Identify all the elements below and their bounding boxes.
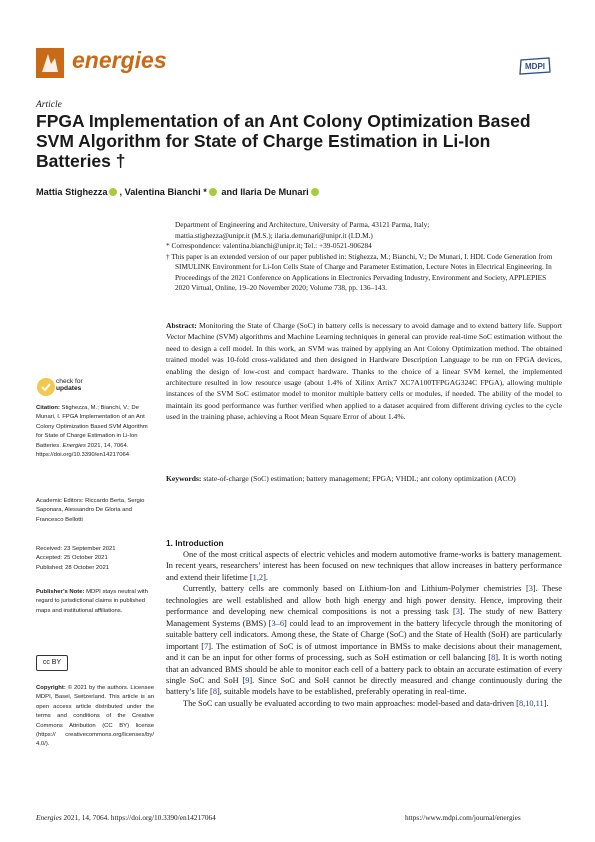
citation-link[interactable]: 8 <box>491 653 496 663</box>
citation-link[interactable]: 1,2 <box>252 572 264 582</box>
citation-journal: Energies <box>62 442 86 449</box>
check-for-updates-button[interactable] <box>36 375 96 399</box>
orcid-icon[interactable] <box>311 188 319 196</box>
paper-title: FPGA Implementation of an Ant Colony Optimization Based SVM Algorithm for State of Charge Estimation in Li-Ion Batteries † <box>36 111 531 171</box>
orcid-icon[interactable] <box>109 188 117 196</box>
journal-name: energies <box>72 47 167 73</box>
paragraph-3: The SoC can usually be evaluated according to two main approaches: model-based and data-driven [8,10,11]. <box>183 698 549 708</box>
citation-link[interactable]: 3–6 <box>271 618 284 628</box>
abstract <box>166 320 562 423</box>
author-1[interactable]: Mattia Stighezza <box>36 187 108 197</box>
citation-rest: 2021, 14, 7064. https://doi.org/10.3390/en14217064 <box>36 442 130 459</box>
check-updates-line2: updates <box>56 385 82 393</box>
citation-link[interactable]: 9 <box>245 675 250 685</box>
citation-link[interactable]: 3 <box>528 584 533 594</box>
paragraph-1: One of the most critical aspects of electric vehicles and modern automotive frame-works is battery management. In recent years, researchers’ interest has been focused on new techniques that allow increases in battery performance and extend their lifetime [1,2]. <box>166 550 562 582</box>
dates-block <box>36 545 154 573</box>
citation-link[interactable]: 8,10,11 <box>518 698 544 708</box>
footer-journal-url[interactable]: https://www.mdpi.com/journal/energies <box>405 813 521 822</box>
citation-label: Citation: <box>36 405 60 411</box>
journal-logo-icon <box>36 48 64 78</box>
abstract-label: Abstract: <box>166 321 197 330</box>
author-list <box>36 187 321 198</box>
academic-editors <box>36 497 154 525</box>
abstract-text: Monitoring the State of Charge (SoC) in battery cells is necessary to avoid damage and to extend battery life. Support Vector Machine (SVM) algorithms and Machine Learning techniques in general can provide real-time SoC estimation without the need to design a cell model. In this work, an SVM was trained by applying an Ant Colony Optimization method. The obtained trained model was 10-fold cross-validated and then designed in Hardware Description Language to be run on FPGA devices, enabling the design of low-cost and compact hardware. Thanks to the choice of a linear SVM kernel, the implemented architecture resulted in low resource usage (about 1.4% of Xilinx Artix7 XC7A100TFPGAG324C FPGA), allowing multiple instances of the SVM SoC estimator model to monitor multiple battery cells or modules, if needed. The ability of the model to maintain its good performance was further verified when applied to a dataset acquired from different driving cycles to the cycle used in the training phase, achieving a Root Mean Square Error of about 1.4%. <box>166 321 562 422</box>
footer-doi: 2021, 14, 7064. https://doi.org/10.3390/en14217064 <box>61 813 216 822</box>
author-3[interactable]: and Ilaria De Munari <box>221 187 309 197</box>
affiliation-department: Department of Engineering and Architecture, University of Parma, 43121 Parma, Italy; <box>175 220 430 229</box>
introduction-body <box>166 549 562 709</box>
citation-text: Stighezza, M.; Bianchi, V.; De Munari, I. FPGA Implementation of an Ant Colony Optimization Based SVM Algorithm for State of Charge Estimation in Li-Ion Batteries. <box>36 405 148 449</box>
editors-text: Academic Editors: Riccardo Berta, Sergio Saponara, Alessandro De Gloria and Francesco Bellotti <box>36 498 145 523</box>
citation-link[interactable]: 8 <box>212 687 217 697</box>
check-updates-icon <box>36 377 56 397</box>
publisher-note-label: Publisher’s Note: <box>36 589 85 595</box>
publisher-note <box>36 588 154 616</box>
citation-block <box>36 404 154 460</box>
paragraph-2: Currently, battery cells are commonly based on Lithium-Ion and Lithium-Polymer chemistries [3]. These technologies are well established and allow both high energy and high power density. Hence, improving their performance and developing new chemical compositions is not a pressing task [3]. The study of new Battery Management Systems (BMS) [3–6] could lead to an improvement in the battery lifecycle through the monitoring of suitable battery cell indicators. Among these, the State of Charge (SoC) and the State of Health (SoH) are particularly important [7]. The estimation of SoC is of utmost importance in BMSs to make decisions about their management, and it can be an input for other forms of processing, such as SoH estimation or cell balancing [8]. It is worth noting that an advanced BMS should be able to monitor each cell of a battery pack to obtain an accurate estimation of every single SoC and SoH [9]. Since SoC and SoH cannot be directly measured and change continuously during the battery’s life [8], suitable models have to be established, preferably operating in real-time. <box>166 584 563 697</box>
publisher-note-text: MDPI stays neutral with regard to jurisdictional claims in published maps and institutional affiliations. <box>36 589 148 614</box>
affiliations <box>166 220 562 294</box>
section-heading: 1. Introduction <box>166 538 224 548</box>
copyright-label: Copyright: <box>36 685 66 691</box>
accepted-date: Accepted: 25 October 2021 <box>36 555 108 562</box>
footer-citation <box>36 813 216 822</box>
copyright-text: © 2021 by the authors. Licensee MDPI, Basel, Switzerland. This article is an open access article distributed under the terms and conditions of the Creative Commons Attribution (CC BY) license (https:// creativecommons.org/licenses/by/ 4.0/). <box>36 685 154 748</box>
keywords-text: state-of-charge (SoC) estimation; battery management; FPGA; VHDL; ant colony optimization (ACO) <box>203 474 516 483</box>
extended-version-note: † This paper is an extended version of our paper published in: Stighezza, M.; Bianchi, V.; De Munari, I. HDL Code Generation from SIMULINK Environment for Li-Ion Cells State of Charge and Parameter Estimation, Lecture Notes in Electrical Engineering. In Proceedings of the 2021 Conference on Applications in Electronics Pervading Industry, Environment and Society, APPLEPIES 2020 Virtual, Online, 19–20 November 2020; Volume 738, pp. 136–143. <box>166 251 553 292</box>
mdpi-logo-icon <box>517 56 553 76</box>
cc-by-license-icon[interactable]: cc BY <box>36 655 68 671</box>
author-2[interactable]: , Valentina Bianchi * <box>119 187 207 197</box>
citation-link[interactable]: 3 <box>455 607 460 617</box>
mdpi-logo-text: MDPI <box>525 62 545 71</box>
affiliation-emails: mattia.stighezza@unipr.it (M.S.); ilaria.demunari@unipr.it (I.D.M.) <box>175 230 373 240</box>
correspondence: * Correspondence: valentina.bianchi@unipr.it; Tel.: +39-0521-906284 <box>166 241 372 250</box>
citation-link[interactable]: 7 <box>204 641 209 651</box>
orcid-icon[interactable] <box>209 188 217 196</box>
copyright-block <box>36 684 154 750</box>
keywords <box>166 473 562 484</box>
received-date: Received: 23 September 2021 <box>36 546 116 552</box>
check-updates-line1: check for <box>56 378 83 385</box>
keywords-label: Keywords: <box>166 474 202 483</box>
article-type: Article <box>36 100 62 110</box>
footer-journal: Energies <box>36 813 62 822</box>
published-date: Published: 28 October 2021 <box>36 564 110 571</box>
